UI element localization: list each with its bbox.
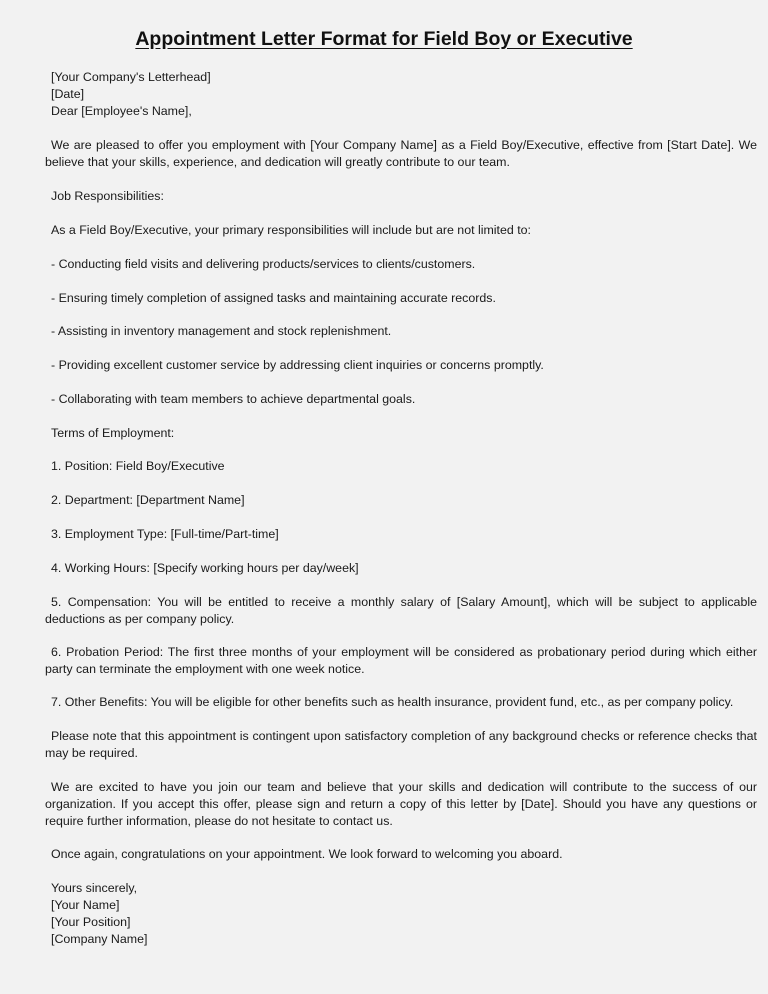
responsibility-item: - Ensuring timely completion of assigned tasks and maintaining accurate records. [51,291,496,305]
job-responsibilities-lead: As a Field Boy/Executive, your primary responsibilities will include but are not limited to: [51,223,531,237]
letterhead: [Your Company's Letterhead] [51,70,211,84]
closing-paragraph: We are excited to have you join our team and believe that your skills and dedication will contribute to the success of our organization. If you accept this offer, please sign and return a copy of this letter by [Date]. Should you have any questions or require further information, please do not hesitate to contact us. [45,780,757,828]
responsibility-item: - Assisting in inventory management and stock replenishment. [51,324,392,338]
salutation: Dear [Employee's Name], [51,104,192,118]
congratulations-line: Once again, congratulations on your appointment. We look forward to welcoming you aboard. [51,847,563,861]
responsibility-item: - Collaborating with team members to achieve departmental goals. [51,392,416,406]
signature-company: [Company Name] [51,932,148,946]
terms-item-benefits: 7. Other Benefits: You will be eligible for other benefits such as health insurance, provident fund, etc., as per company policy. [51,695,734,709]
signature-name: [Your Name] [51,898,120,912]
intro-paragraph: We are pleased to offer you employment with [Your Company Name] as a Field Boy/Executive, effective from [Start Date]. We believe that your skills, experience, and dedication will greatly contribute to our team. [45,138,757,169]
terms-item: 1. Position: Field Boy/Executive [51,459,225,473]
signature-closing: Yours sincerely, [51,881,138,895]
terms-item-compensation: 5. Compensation: You will be entitled to receive a monthly salary of [Salary Amount], which will be subject to applicable deductions as per company policy. [45,595,757,626]
terms-heading: Terms of Employment: [51,426,175,440]
document-title: Appointment Letter Format for Field Boy or Executive [135,28,633,50]
terms-item: 4. Working Hours: [Specify working hours per day/week] [51,561,359,575]
job-responsibilities-heading: Job Responsibilities: [51,189,164,203]
date-line: [Date] [51,87,85,101]
contingency-paragraph: Please note that this appointment is contingent upon satisfactory completion of any background checks or reference checks that may be required. [45,729,757,760]
responsibility-item: - Providing excellent customer service by addressing client inquiries or concerns promptly. [51,358,544,372]
signature-position: [Your Position] [51,915,131,929]
terms-item: 3. Employment Type: [Full-time/Part-time] [51,527,279,541]
terms-item: 2. Department: [Department Name] [51,493,245,507]
terms-item-probation: 6. Probation Period: The first three months of your employment will be considered as probationary period during which either party can terminate the employment with one week notice. [45,645,757,676]
responsibility-item: - Conducting field visits and delivering products/services to clients/customers. [51,257,476,271]
